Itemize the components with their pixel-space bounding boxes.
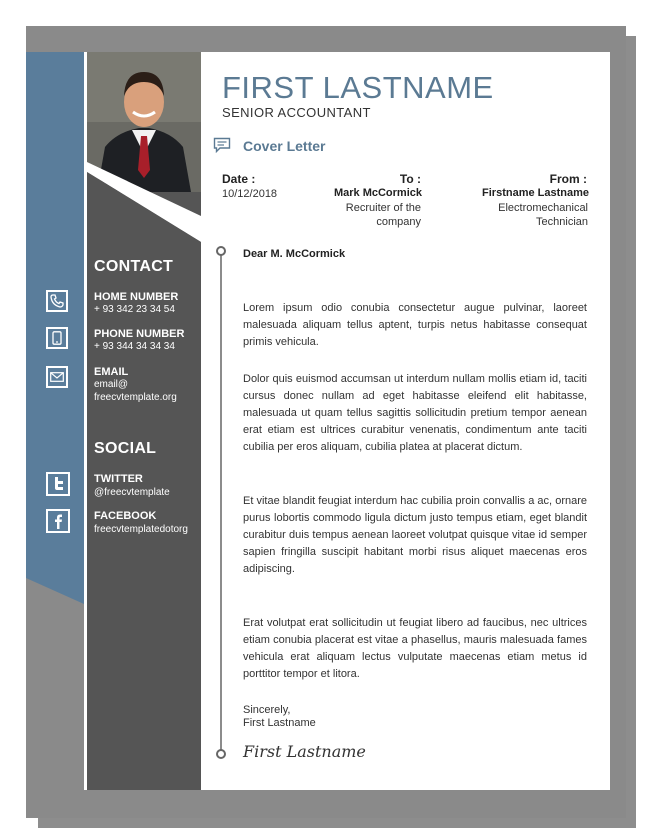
- sender-role-line1: Electromechanical: [498, 202, 588, 214]
- salutation: Dear M. McCormick: [243, 248, 346, 260]
- sender-role-line2: Technician: [536, 216, 588, 228]
- phone-number-value: + 93 344 34 34 34: [94, 341, 175, 352]
- date-value: 10/12/2018: [222, 188, 278, 200]
- timeline-end-dot: [216, 749, 226, 759]
- cover-letter-label: Cover Letter: [243, 138, 326, 154]
- speech-bubble-icon: [213, 137, 231, 158]
- home-number-value: + 93 342 23 34 54: [94, 304, 175, 315]
- body-paragraph-1: Lorem ipsum odio conubia consectetur augue pulvinar, laoreet malesuada aliquam tellus aptent, turpis netus habitasse consequat primis vehicula.: [243, 302, 587, 348]
- social-heading: SOCIAL: [94, 440, 157, 457]
- from-label: From :: [549, 172, 587, 186]
- phone-icon: [46, 290, 68, 312]
- closing: Sincerely,: [243, 704, 291, 716]
- to-label: To :: [399, 172, 421, 186]
- contact-heading: CONTACT: [94, 258, 174, 275]
- twitter-icon: [46, 472, 70, 496]
- photo-diagonal-cut: [87, 160, 201, 242]
- home-number-label: HOME NUMBER: [94, 291, 179, 303]
- phone-number-label: PHONE NUMBER: [94, 328, 185, 340]
- recipient-role-line2: company: [376, 216, 421, 228]
- candidate-title: SENIOR ACCOUNTANT: [222, 105, 371, 120]
- body-paragraph-4: Erat volutpat erat sollicitudin ut feugiat libero ad faucibus, nec ultrices etiam conubia placerat est vitae a phasellus, mauris malesuada fames vehicula erat aliquam lectus vulputate maecenas etiam metus id porttitor tempor et litora.: [243, 617, 587, 680]
- recipient-name: Mark McCormick: [333, 187, 422, 199]
- body-paragraph-3: Et vitae blandit feugiat interdum hac cubilia proin convallis a ac, ornare purus lobortis commodo ligula dictum justo tempus etiam, eget blandit curabitur duis tempus aenean laoreet volutpat quisque vitae id semper sapien fringilla suscipit habitant morbi risus aliquet maecenas eros adipiscing.: [243, 495, 587, 575]
- candidate-name: FIRST LASTNAME: [222, 70, 494, 105]
- email-value-line2[interactable]: freecvtemplate.org: [94, 392, 177, 403]
- twitter-label: TWITTER: [94, 473, 143, 485]
- recipient-role-line1: Recruiter of the: [345, 202, 421, 214]
- timeline-start-dot: [216, 246, 226, 256]
- facebook-icon: [46, 509, 70, 533]
- closing-name: First Lastname: [243, 717, 316, 729]
- twitter-handle[interactable]: @freecvtemplate: [94, 487, 170, 498]
- facebook-handle[interactable]: freecvtemplatedotorg: [94, 524, 188, 535]
- body-paragraph-2: Dolor quis euismod accumsan ut interdum nullam mollis etiam id, taciti cursus donec nullam ad eget habitasse eleifend elit habitasse, malesuada ut quam tellus sagittis sollicitudin pretium tempor aenean erat etiam est ultrices curabitur venenatis, condimentum ante taciti cubilia per eros aliquam, cubilia platea at placerat dictum.: [243, 373, 587, 453]
- signature: First Lastname: [243, 742, 366, 761]
- date-label: Date :: [222, 172, 256, 186]
- envelope-icon: [46, 366, 68, 388]
- email-label: EMAIL: [94, 366, 129, 378]
- letter-timeline: [220, 251, 222, 753]
- facebook-label: FACEBOOK: [94, 510, 157, 522]
- mobile-icon: [46, 327, 68, 349]
- blue-band-cut: [26, 578, 84, 614]
- email-value-line1[interactable]: email@: [94, 379, 129, 390]
- sender-name: Firstname Lastname: [482, 187, 589, 199]
